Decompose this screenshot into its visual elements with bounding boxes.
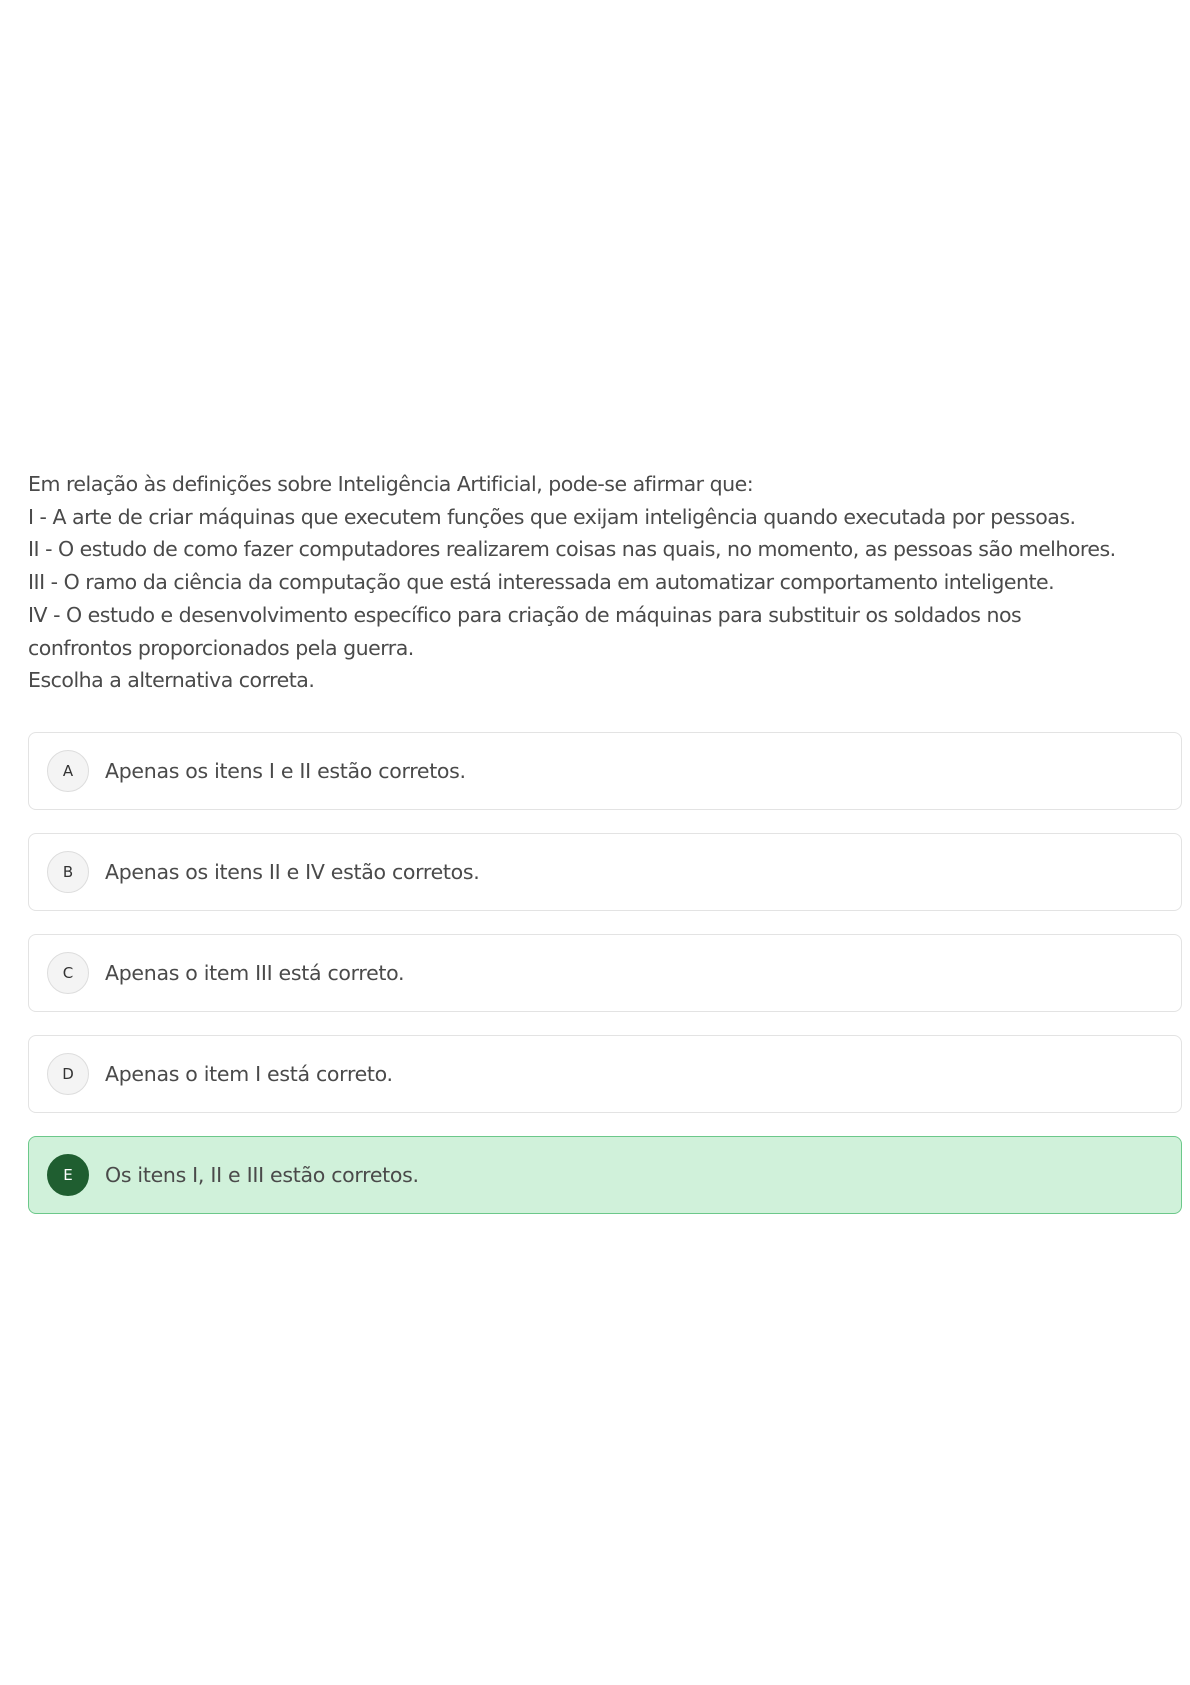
option-letter-badge: D (47, 1053, 89, 1095)
option-text: Apenas o item I está correto. (105, 1062, 393, 1086)
question-intro: Em relação às definições sobre Inteligência Artificial, pode-se afirmar que: (28, 472, 754, 496)
question-item-4: IV - O estudo e desenvolvimento específico para criação de máquinas para substituir os soldados nos confrontos proporcionados pela guerra. (28, 602, 1022, 660)
question-item-2: II - O estudo de como fazer computadores realizarem coisas nas quais, no momento, as pessoas são melhores. (28, 537, 1116, 562)
option-b[interactable] (28, 833, 1182, 911)
option-e[interactable] (28, 1136, 1182, 1214)
question-text (28, 468, 1168, 697)
option-text: Apenas os itens II e IV estão corretos. (105, 860, 480, 884)
option-letter-badge: E (47, 1154, 89, 1196)
option-letter-badge: B (47, 851, 89, 893)
question-item-1: I - A arte de criar máquinas que executem funções que exijam inteligência quando executada por pessoas. (28, 504, 1076, 529)
question-item-3: III - O ramo da ciência da computação que está interessada em automatizar comportamento inteligente. (28, 570, 1055, 595)
option-text: Os itens I, II e III estão corretos. (105, 1163, 419, 1187)
answer-options (28, 732, 1182, 1237)
option-letter-badge: C (47, 952, 89, 994)
option-letter-badge: A (47, 750, 89, 792)
option-c[interactable] (28, 934, 1182, 1012)
option-text: Apenas os itens I e II estão corretos. (105, 759, 466, 783)
question-instruction: Escolha a alternativa correta. (28, 668, 315, 693)
option-d[interactable] (28, 1035, 1182, 1113)
option-text: Apenas o item III está correto. (105, 961, 405, 985)
option-a[interactable] (28, 732, 1182, 810)
